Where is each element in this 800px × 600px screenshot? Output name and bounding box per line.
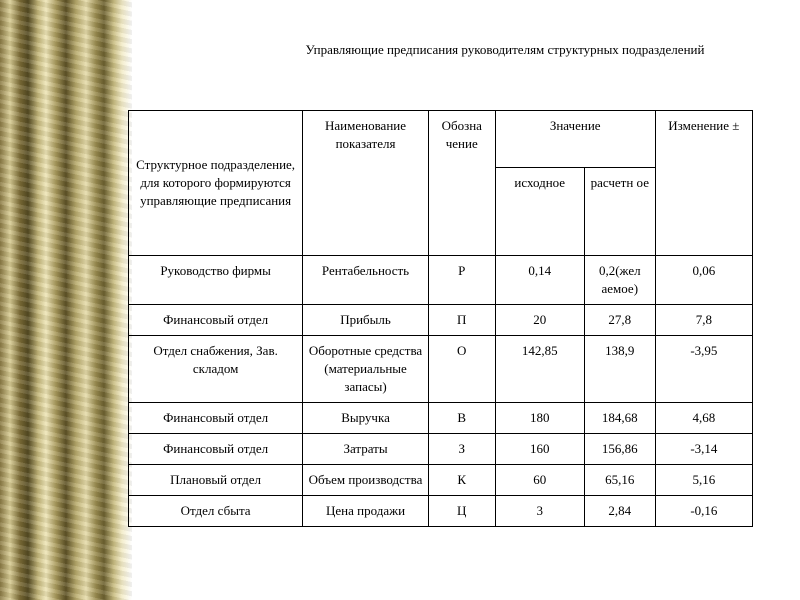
cell-calculated: 184,68 xyxy=(584,403,655,434)
cell-indicator: Оборотные средства (материальные запасы) xyxy=(303,336,429,403)
cell-indicator: Объем производства xyxy=(303,465,429,496)
cell-indicator: Прибыль xyxy=(303,305,429,336)
cell-unit: Отдел сбыта xyxy=(129,496,303,527)
header-unit: Структурное подразделение, для которого формируются управляющие предписания xyxy=(129,111,303,256)
cell-change: 0,06 xyxy=(655,256,752,305)
cell-unit: Отдел снабжения, Зав. складом xyxy=(129,336,303,403)
table-row xyxy=(129,496,753,527)
cell-calculated: 27,8 xyxy=(584,305,655,336)
cell-calculated: 0,2(жел аемое) xyxy=(584,256,655,305)
slide-title: Управляющие предписания руководителям структурных подразделений xyxy=(305,42,705,57)
cell-change: 7,8 xyxy=(655,305,752,336)
cell-indicator: Выручка xyxy=(303,403,429,434)
cell-unit: Финансовый отдел xyxy=(129,434,303,465)
header-initial: исходное xyxy=(495,168,584,256)
header-designation: Обозна чение xyxy=(428,111,495,256)
cell-indicator: Цена продажи xyxy=(303,496,429,527)
cell-change: 5,16 xyxy=(655,465,752,496)
table-row xyxy=(129,465,753,496)
cell-change: -3,14 xyxy=(655,434,752,465)
cell-initial: 20 xyxy=(495,305,584,336)
cell-change: -0,16 xyxy=(655,496,752,527)
cell-change: 4,68 xyxy=(655,403,752,434)
curtain-decoration xyxy=(0,0,132,600)
cell-initial: 60 xyxy=(495,465,584,496)
cell-calculated: 65,16 xyxy=(584,465,655,496)
table-row xyxy=(129,434,753,465)
directives-table xyxy=(128,110,753,527)
table-row xyxy=(129,305,753,336)
cell-designation: Р xyxy=(428,256,495,305)
header-indicator: Наименование показателя xyxy=(303,111,429,256)
header-change: Изменение ± xyxy=(655,111,752,256)
header-calculated: расчетн ое xyxy=(584,168,655,256)
cell-change: -3,95 xyxy=(655,336,752,403)
cell-indicator: Затраты xyxy=(303,434,429,465)
cell-unit: Руководство фирмы xyxy=(129,256,303,305)
cell-unit: Плановый отдел xyxy=(129,465,303,496)
cell-designation: Ц xyxy=(428,496,495,527)
cell-indicator: Рентабельность xyxy=(303,256,429,305)
table-row xyxy=(129,403,753,434)
cell-unit: Финансовый отдел xyxy=(129,305,303,336)
cell-initial: 3 xyxy=(495,496,584,527)
cell-designation: П xyxy=(428,305,495,336)
table-row xyxy=(129,256,753,305)
header-row xyxy=(129,111,753,168)
header-value: Значение xyxy=(495,111,655,168)
cell-initial: 0,14 xyxy=(495,256,584,305)
cell-initial: 160 xyxy=(495,434,584,465)
cell-designation: В xyxy=(428,403,495,434)
table-row xyxy=(129,336,753,403)
cell-unit: Финансовый отдел xyxy=(129,403,303,434)
cell-initial: 180 xyxy=(495,403,584,434)
cell-designation: З xyxy=(428,434,495,465)
cell-calculated: 156,86 xyxy=(584,434,655,465)
cell-designation: О xyxy=(428,336,495,403)
cell-calculated: 138,9 xyxy=(584,336,655,403)
cell-calculated: 2,84 xyxy=(584,496,655,527)
cell-designation: К xyxy=(428,465,495,496)
cell-initial: 142,85 xyxy=(495,336,584,403)
